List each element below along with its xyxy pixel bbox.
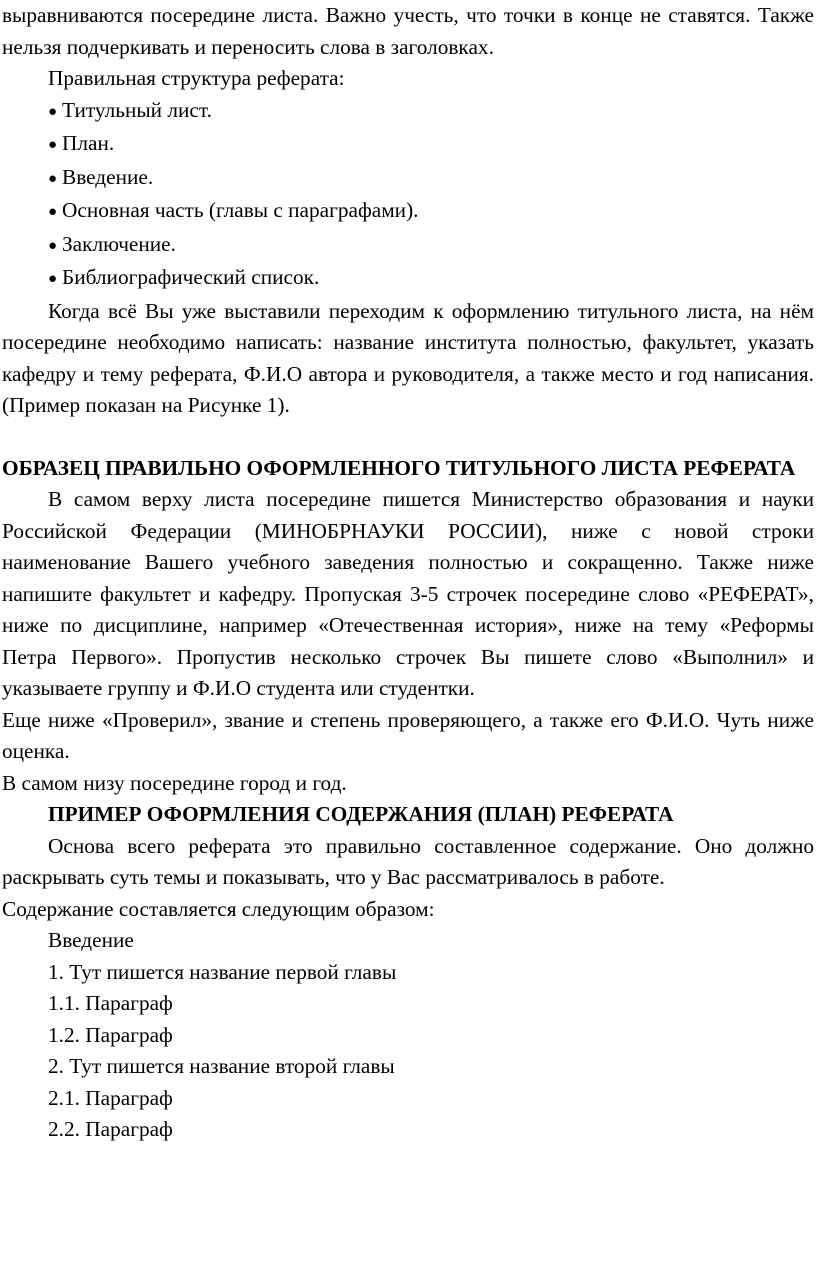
- bullet-icon: ●: [48, 137, 58, 153]
- bullet-icon: ●: [48, 237, 58, 254]
- list-item-text: Титульный лист.: [62, 97, 212, 122]
- toc-item: 1.2. Параграф: [48, 1022, 173, 1047]
- bullet-icon: ●: [48, 271, 58, 287]
- title-page-paragraph: Когда всё Вы уже выставили переходим к оформлению титульного листа, на нём посередине необходимо написать: название института полностью, факультет, указать кафедру и тему реферата, Ф.И.О автора и руководителя, а также место и год написания. (Пример показан на Рисунке 1).: [2, 298, 814, 417]
- heading-plan-sample: ПРИМЕР ОФОРМЛЕНИЯ СОДЕРЖАНИЯ (ПЛАН) РЕФЕРАТА: [48, 802, 674, 826]
- toc-item: 1.1. Параграф: [48, 991, 173, 1015]
- structure-label: Правильная структура реферата:: [48, 66, 345, 90]
- list-item: [48, 195, 814, 229]
- plan-paragraph: Основа всего реферата это правильно составленное содержание. Оно должно раскрывать суть темы и показывать, что у Вас рассматривалось в работе.: [2, 833, 814, 889]
- list-item: [48, 262, 814, 296]
- title-sample-paragraph-1: В самом верху листа посередине пишется Министерство образования и науки Российской Федерации (МИНОБРНАУКИ РОССИИ), ниже с новой строки наименование Вашего учебного заведения полностью и сокращенно. Также ниже напишите факультет и кафедру. Пропуская 3-5 строчек посередине слово «РЕФЕРАТ», ниже по дисциплине, например «Отечественная история», ниже на тему «Реформы Петра Первого». Пропустив несколько строчек Вы пишете слово «Выполнил» и указываете группу и Ф.И.О студента или студентки.: [2, 487, 814, 700]
- list-item-text: Основная часть (главы с параграфами).: [62, 198, 419, 222]
- toc-item: 2.1. Параграф: [48, 1085, 173, 1110]
- list-item-text: План.: [62, 131, 115, 155]
- bullet-icon: ●: [48, 170, 58, 187]
- list-item-text: Введение.: [62, 164, 154, 189]
- toc-item: Введение: [48, 928, 134, 952]
- bullet-icon: ●: [48, 204, 58, 220]
- bullet-icon: ●: [48, 103, 58, 120]
- list-item-text: Заключение.: [62, 231, 176, 256]
- list-item: [48, 229, 814, 263]
- title-sample-paragraph-3: В самом низу посередине город и год.: [2, 770, 347, 795]
- plan-label: Содержание составляется следующим образом:: [2, 896, 435, 921]
- title-sample-paragraph-2: Еще ниже «Проверил», звание и степень проверяющего, а также его Ф.И.О. Чуть ниже оценка.: [2, 707, 814, 763]
- toc-item: 1. Тут пишется название первой главы: [48, 959, 397, 984]
- toc-item: 2.2. Параграф: [48, 1117, 173, 1141]
- intro-paragraph: выравниваются посередине листа. Важно учесть, что точки в конце не ставятся. Также нельзя подчеркивать и переносить слова в заголовках.: [2, 3, 814, 59]
- list-item-text: Библиографический список.: [62, 265, 320, 289]
- list-item: [48, 128, 814, 162]
- list-item: [48, 95, 814, 129]
- structure-list: [2, 95, 814, 296]
- list-item: [48, 162, 814, 196]
- toc-list: [2, 925, 814, 1146]
- toc-item: 2. Тут пишется название второй главы: [48, 1054, 395, 1078]
- heading-title-sample: ОБРАЗЕЦ ПРАВИЛЬНО ОФОРМЛЕННОГО ТИТУЛЬНОГО ЛИСТА РЕФЕРАТА: [2, 455, 796, 480]
